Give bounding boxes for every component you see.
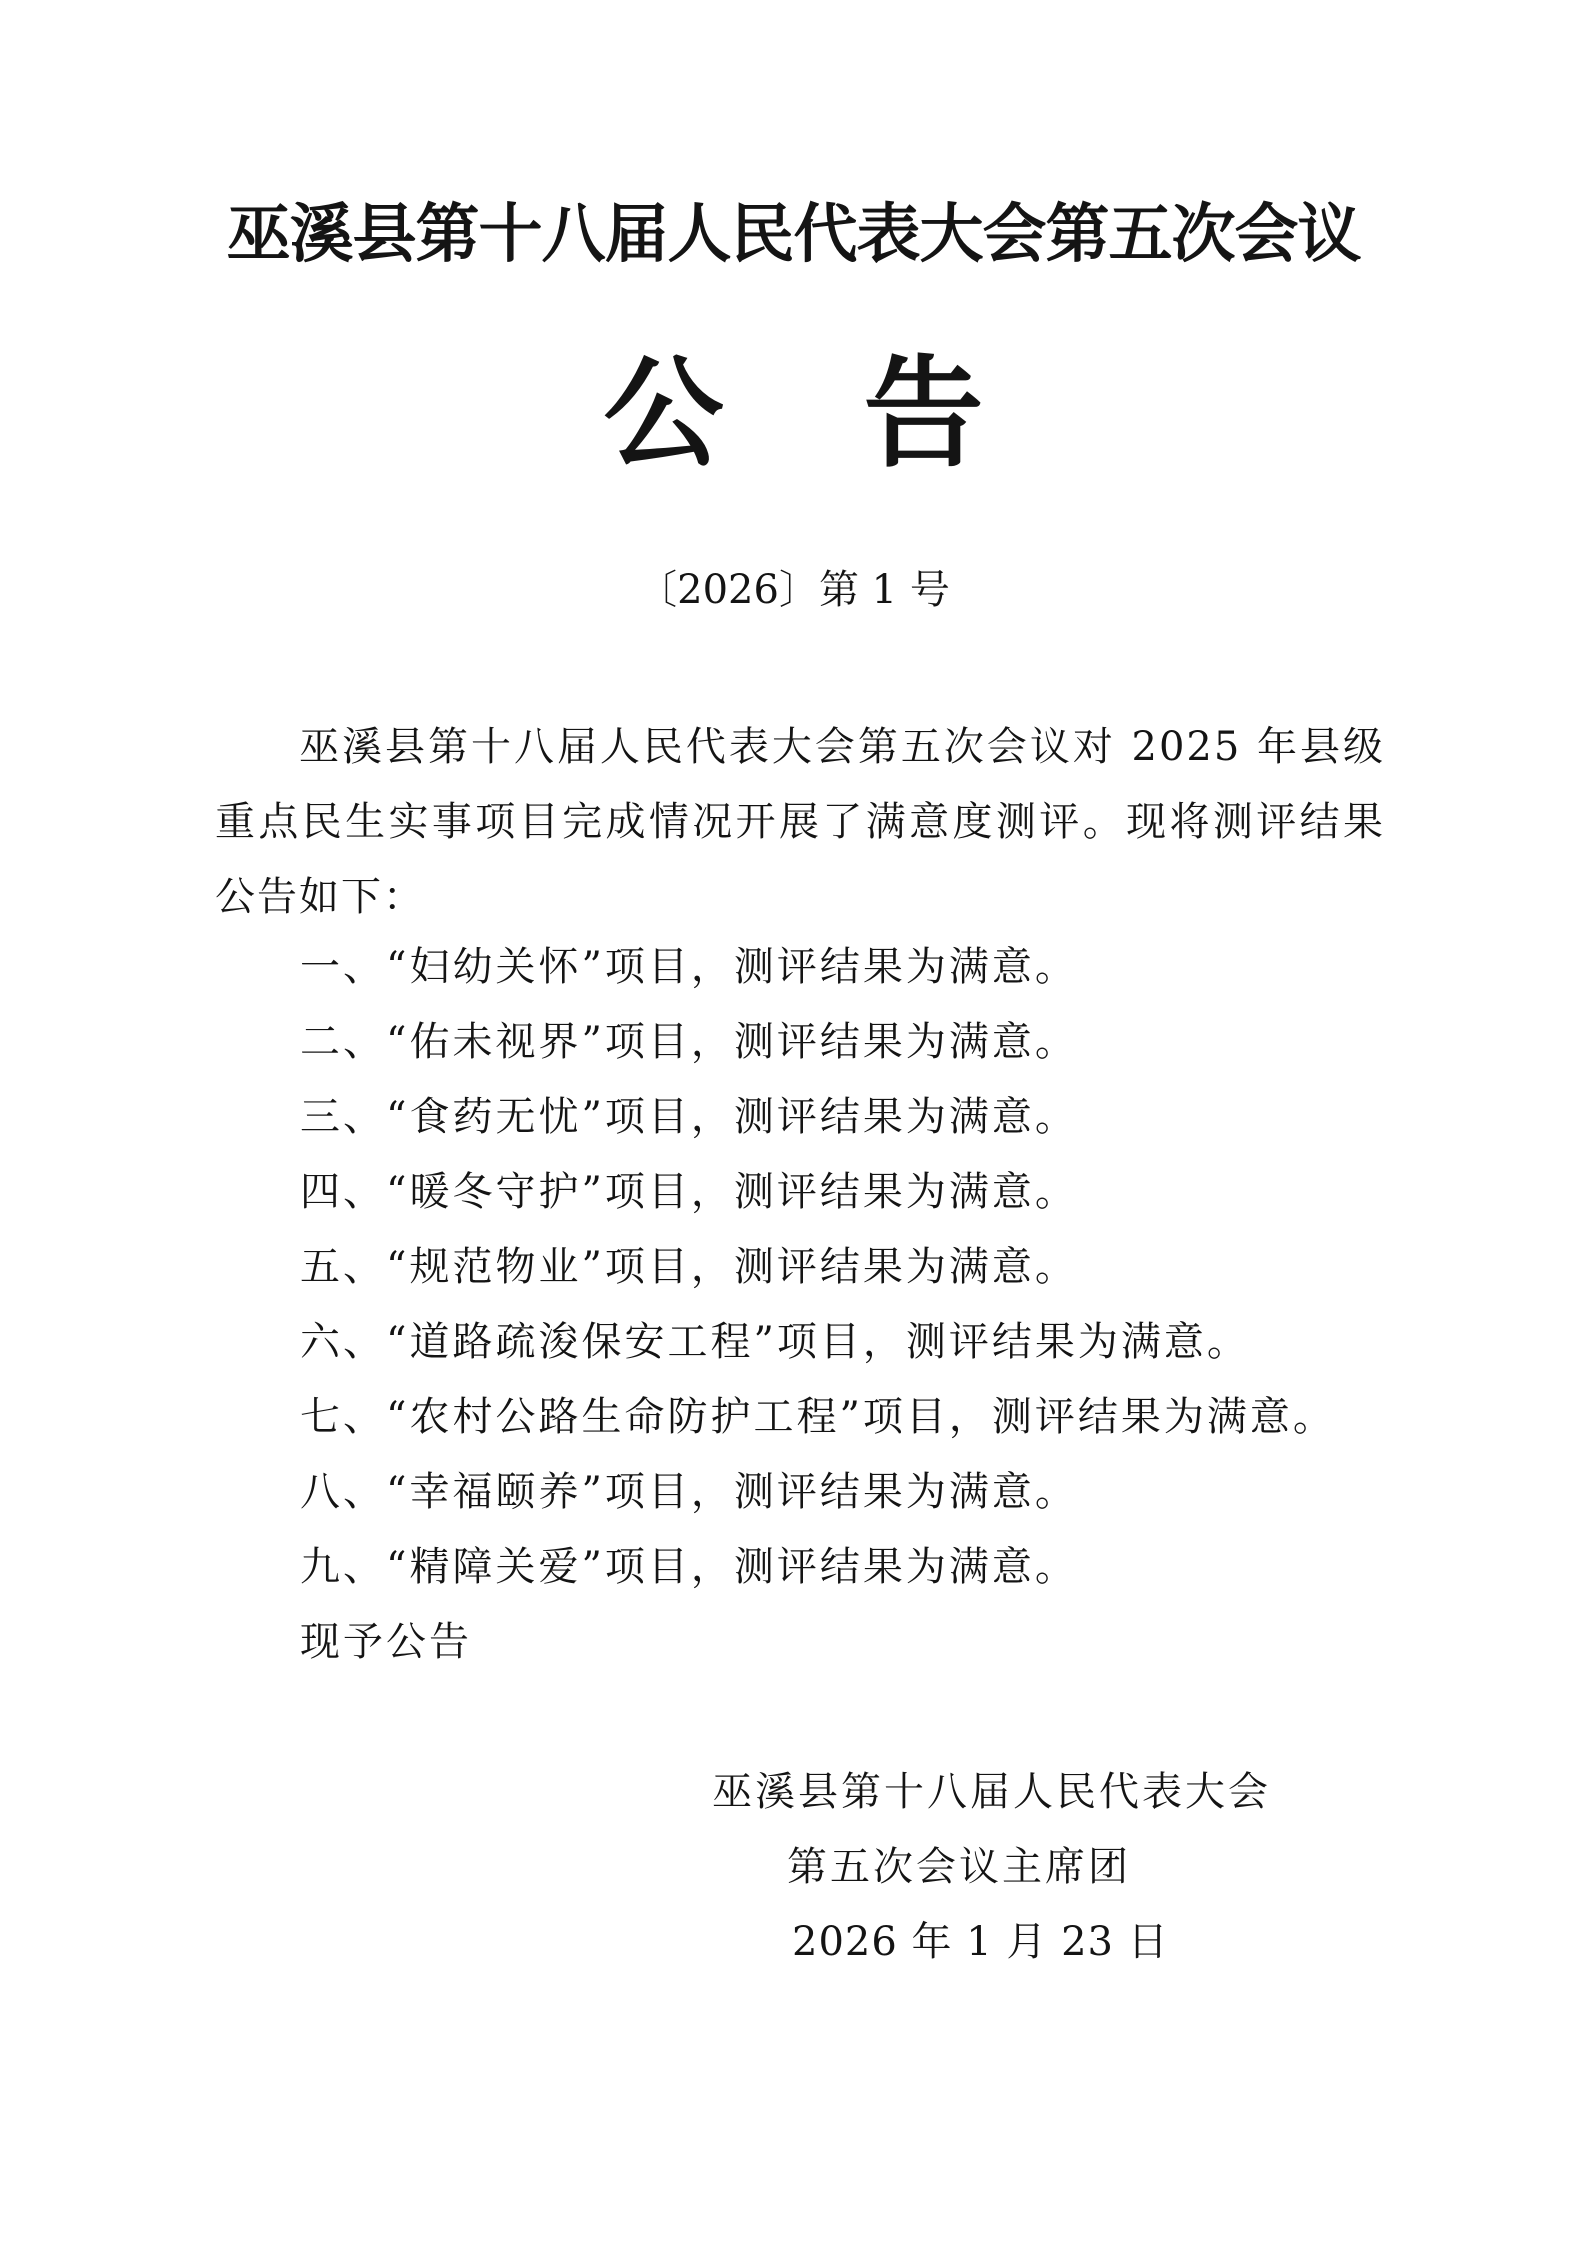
signature-org-line1: 巫溪县第十八届人民代表大会: [712, 1769, 1271, 1815]
closing-line: 现予公告: [300, 1619, 472, 1665]
result-list: [300, 930, 1336, 1605]
list-item: 四、“暖冬守护”项目，测评结果为满意。: [300, 1169, 1078, 1215]
notice-char-2: 告: [863, 345, 984, 484]
list-item: 五、“规范物业”项目，测评结果为满意。: [300, 1244, 1078, 1290]
list-item: 七、“农村公路生命防护工程”项目，测评结果为满意。: [300, 1394, 1336, 1440]
notice-char-1: 公: [603, 345, 724, 484]
list-item: 一、“妇幼关怀”项目，测评结果为满意。: [300, 944, 1078, 990]
list-item: 九、“精障关爱”项目，测评结果为满意。: [300, 1544, 1078, 1590]
document-number: 〔2026〕第 1 号: [637, 567, 950, 613]
signature-org-line2: 第五次会议主席团: [787, 1844, 1131, 1890]
list-item: 三、“食药无忧”项目，测评结果为满意。: [300, 1094, 1078, 1140]
list-item: 六、“道路疏浚保安工程”项目，测评结果为满意。: [300, 1319, 1250, 1365]
list-item: 二、“佑未视界”项目，测评结果为满意。: [300, 1019, 1078, 1065]
notice-heading: [0, 345, 1587, 485]
document-title: 巫溪县第十八届人民代表大会第五次会议: [226, 198, 1361, 272]
list-item: 八、“幸福颐养”项目，测评结果为满意。: [300, 1469, 1078, 1515]
intro-paragraph: 巫溪县第十八届人民代表大会第五次会议对 2025 年县级重点民生实事项目完成情况开展了满意度测评。现将测评结果公告如下：: [215, 724, 1385, 920]
signature-date: 2026 年 1 月 23 日: [792, 1919, 1169, 1965]
